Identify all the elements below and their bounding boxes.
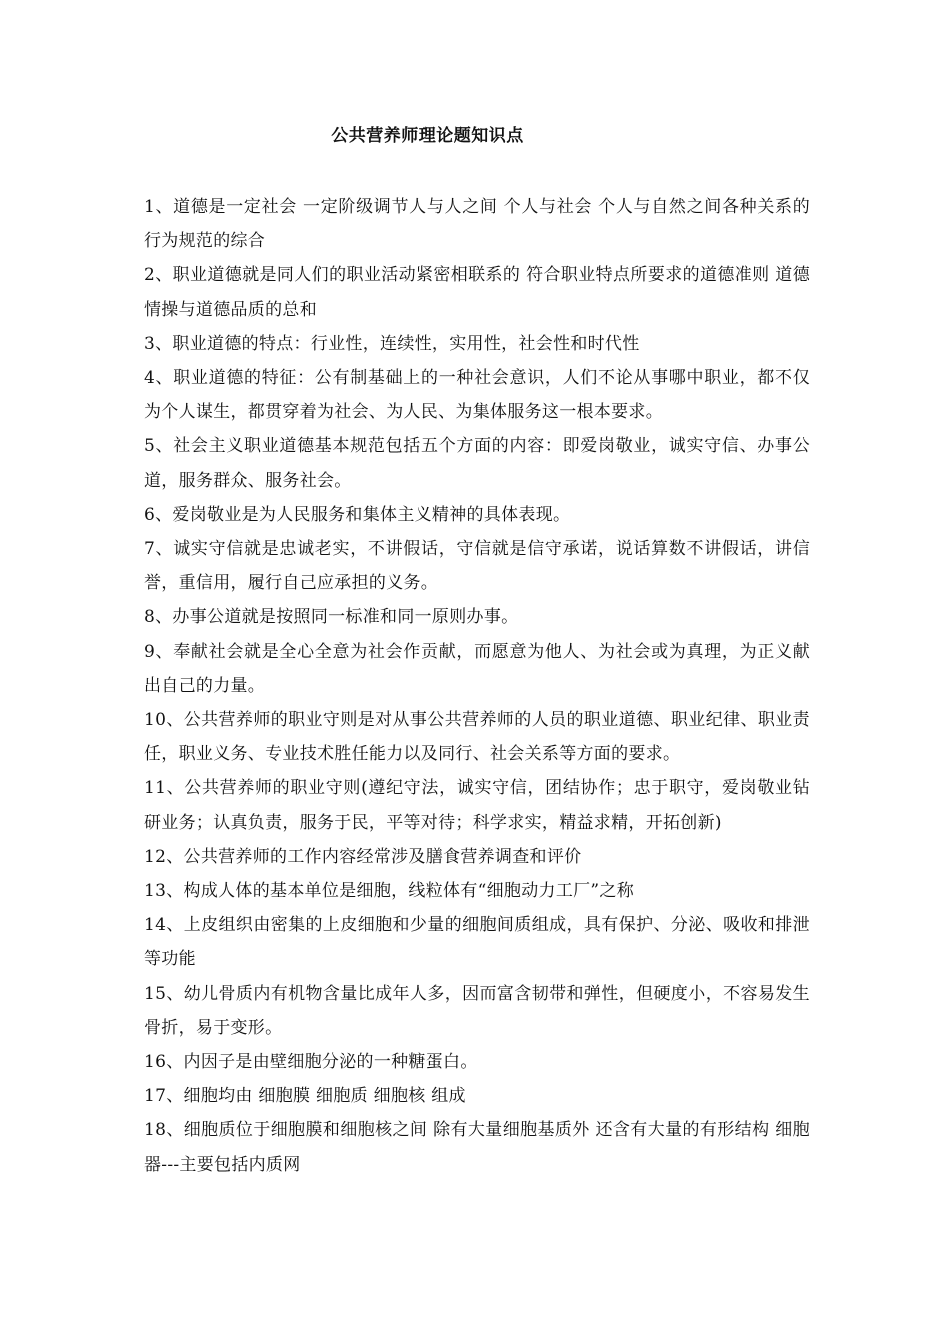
list-item-11: 11、公共营养师的职业守则(遵纪守法，诚实守信，团结协作；忠于职守，爱岗敬业钻研业务；认真负责，服务于民，平等对待；科学求实，精益求精，开拓创新): [144, 778, 810, 833]
list-item-16: 16、内因子是由壁细胞分泌的一种糖蛋白。: [144, 1052, 478, 1073]
document-title: 公共营养师理论题知识点: [331, 126, 524, 146]
list-item-1: 1、道德是一定社会 一定阶级调节人与人之间 个人与社会 个人与自然之间各种关系的行为规范的综合: [144, 197, 810, 252]
list-item-5: 5、社会主义职业道德基本规范包括五个方面的内容：即爱岗敬业，诚实守信、办事公道，服务群众、服务社会。: [144, 436, 810, 491]
list-item-8: 8、办事公道就是按照同一标准和同一原则办事。: [144, 607, 519, 628]
list-item-14: 14、上皮组织由密集的上皮细胞和少量的细胞间质组成，具有保护、分泌、吸收和排泄等功能: [144, 915, 810, 970]
list-item-13: 13、构成人体的基本单位是细胞，线粒体有“细胞动力工厂”之称: [144, 881, 635, 902]
list-item-4: 4、职业道德的特征：公有制基础上的一种社会意识，人们不论从事哪中职业，都不仅为个人谋生，都贯穿着为社会、为人民、为集体服务这一根本要求。: [144, 368, 810, 423]
list-item-10: 10、公共营养师的职业守则是对从事公共营养师的人员的职业道德、职业纪律、职业责任，职业义务、专业技术胜任能力以及同行、社会关系等方面的要求。: [144, 710, 810, 765]
list-item-12: 12、公共营养师的工作内容经常涉及膳食营养调查和评价: [144, 846, 582, 867]
document-body: [144, 190, 810, 1182]
list-item-9: 9、奉献社会就是全心全意为社会作贡献，而愿意为他人、为社会或为真理，为正义献出自己的力量。: [144, 641, 810, 696]
list-item-3: 3、职业道德的特点：行业性，连续性，实用性，社会性和时代性: [144, 333, 640, 354]
list-item-7: 7、诚实守信就是忠诚老实，不讲假话，守信就是信守承诺，说话算数不讲假话，讲信誉，重信用，履行自己应承担的义务。: [144, 539, 810, 594]
list-item-17: 17、细胞均由 细胞膜 细胞质 细胞核 组成: [144, 1086, 466, 1107]
list-item-18: 18、细胞质位于细胞膜和细胞核之间 除有大量细胞基质外 还含有大量的有形结构 细胞器---主要包括内质网: [144, 1120, 810, 1175]
list-item-6: 6、爱岗敬业是为人民服务和集体主义精神的具体表现。: [144, 504, 571, 525]
list-item-2: 2、职业道德就是同人们的职业活动紧密相联系的 符合职业特点所要求的道德准则 道德情操与道德品质的总和: [144, 265, 810, 320]
list-item-15: 15、幼儿骨质内有机物含量比成年人多，因而富含韧带和弹性，但硬度小，不容易发生骨折，易于变形。: [144, 983, 810, 1038]
